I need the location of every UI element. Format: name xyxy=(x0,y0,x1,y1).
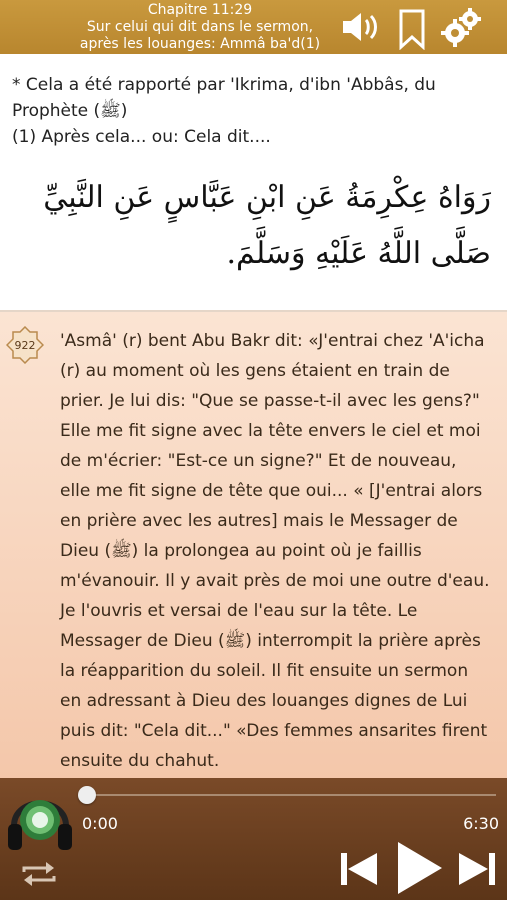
total-time: 6:30 xyxy=(463,814,499,833)
previous-icon[interactable] xyxy=(338,850,380,888)
elapsed-time: 0:00 xyxy=(82,814,118,833)
progress-track[interactable] xyxy=(84,794,496,796)
header-title xyxy=(60,2,340,53)
hadith-number: 922 xyxy=(14,339,36,352)
footnotes xyxy=(12,72,498,150)
hadith-text: 'Asmâ' (r) bent Abu Bakr dit: «J'entrai chez 'A'icha (r) au moment où les gens étaient en train de prier. Je lui dis: "Que se passe-t-il avec les gens?" Elle me fit signe avec la tête envers le ciel et moi de m'écrier: "Est-ce un signe?" Et de nouveau, elle me fit signe de tête que oui... « [J'entrai alors en prière avec les autres] mais le Messager de Dieu (ﷺ) la prolongea au point où je faillis m'évanouir. Il y avait près de moi une outre d'eau. Je l'ouvris et versai de l'eau sur la tête. Le Messager de Dieu (ﷺ) interrompit la prière après la réapparition du soleil. Il fit ensuite un sermon en adressant à Dieu des louanges dignes de Lui puis dit: "Cela dit..." «Des femmes ansarites firent ensuite du chahut. xyxy=(60,331,490,771)
gear-icon[interactable] xyxy=(440,8,482,48)
hadith-number-badge xyxy=(6,326,44,364)
chapter-title: Chapitre 11:29 xyxy=(147,2,253,18)
arabic-text: رَوَاهُ عِكْرِمَةُ عَنِ ابْنِ عَبَّاسٍ عَنِ النَّبِيِّ صَلَّى اللَّهُ عَلَيْهِ وَسَلَّمَ. xyxy=(43,180,491,271)
narration-note: * Cela a été rapporté par 'Ikrima, d'ibn 'Abbâs, du Prophète (ﷺ) xyxy=(12,75,436,121)
repeat-icon[interactable] xyxy=(18,858,60,890)
hadith-section xyxy=(0,310,507,780)
play-icon[interactable] xyxy=(394,840,444,896)
bookmark-icon[interactable] xyxy=(398,8,426,50)
headphones-icon[interactable] xyxy=(6,786,74,858)
audio-player xyxy=(0,778,507,900)
progress-thumb[interactable] xyxy=(78,786,96,804)
chapter-subtitle-line2: après les louanges: Ammâ ba'd(1) xyxy=(79,36,321,52)
top-bar xyxy=(0,0,507,54)
footnote-1: (1) Après cela... ou: Cela dit.... xyxy=(12,127,271,147)
speaker-icon[interactable] xyxy=(340,8,382,46)
chapter-subtitle-line1: Sur celui qui dit dans le sermon, xyxy=(86,19,314,35)
next-icon[interactable] xyxy=(456,850,498,888)
